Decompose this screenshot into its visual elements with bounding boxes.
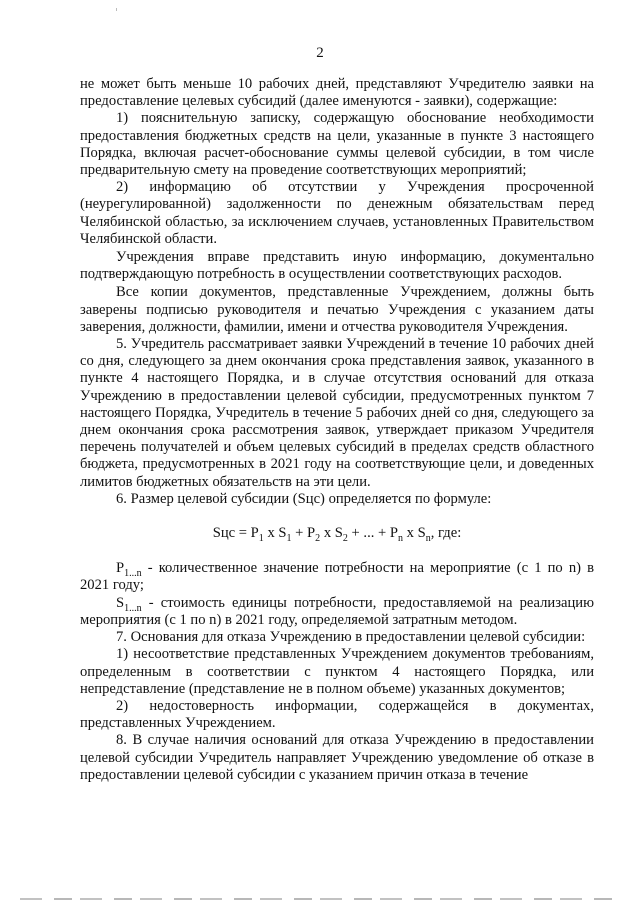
paragraph-item-2-debt-info: 2) информацию об отсутствии у Учреждения просроченной (неурегулированной) задолженности по денежным обязательствам перед Челябинской областью, за исключением случаев, установленных Правительством Челябинской области. [80,179,594,247]
document-body [80,76,594,784]
paragraph-intro-continuation: не может быть меньше 10 рабочих дней, представляют Учредителю заявки на предоставление целевых субсидий (далее именуются - заявки), содержащие: [80,76,594,110]
scan-mark [116,8,117,11]
paragraph-clause-8: 8. В случае наличия оснований для отказа Учреждению в предоставлении целевой субсидии Учредитель направляет Учреждению уведомление об отказе в предоставлении целевой субсидии с указанием причин отказа в течение [80,732,594,783]
paragraph-additional-info: Учреждения вправе представить иную информацию, документально подтверждающую потребность в осуществлении соответствующих расходов. [80,249,594,283]
paragraph-item-1-note: 1) пояснительную записку, содержащую обоснование необходимости предоставления бюджетных средств на цели, указанные в пункте 3 настоящего Порядка, включая расчет-обоснование суммы целевой субсидии, в том числе предварительную смету на проведение соответствующих мероприятий; [80,110,594,179]
paragraph-refusal-reason-1: 1) несоответствие представленных Учреждением документов требованиям, определенным в соответствии с пунктом 4 настоящего Порядка, или непредставление (представление не в полном объеме) указанных документов; [80,646,594,697]
variable-s-definition: $S_{1...n}$ - стоимость единицы потребности, предоставляемой на реализацию мероприятия (с 1 по n) в 2021 году, определяемой затратным методом. [80,594,594,628]
paragraph-clause-6: 6. Размер целевой субсидии (Sцс) определяется по формуле: [116,490,492,507]
subsidy-formula: Sцс = $P_1$ x $S_1 + P_2$ x $S_2$ + ... + $P_n$ x $S_n$, где: [212,525,462,544]
variable-p-definition: $P_{1...n}$ - количественное значение потребности на мероприятие (с 1 по n) в 2021 году; [80,560,594,594]
paragraph-copies-certified: Все копии документов, представленные Учреждением, должны быть заверены подписью руководителя и печатью Учреждения с указанием даты заверения, должности, фамилии, имени и отчества руководителя Учреждения. [80,284,594,335]
paragraph-refusal-reason-2: 2) недостоверность информации, содержащейся в документах, представленных Учреждением. [80,697,594,732]
scan-bottom-edge [20,898,620,900]
paragraph-clause-7: 7. Основания для отказа Учреждению в предоставлении целевой субсидии: [116,629,586,646]
page-number: 2 [316,45,324,61]
paragraph-clause-5: 5. Учредитель рассматривает заявки Учреждений в течение 10 рабочих дней со дня, следующего за днем окончания срока представления заявок, указанного в пункте 4 настоящего Порядка, и в случае отсутствия оснований для отказа Учреждению в предоставлении целевой субсидии, предусмотренных пунктом 7 настоящего Порядка, Учредитель в течение 5 рабочих дней со дня, следующего за днем окончания срока рассмотрения заявок, утверждает приказом Учредителя перечень получателей и объем целевых субсидий в пределах средств областного бюджета, предусмотренных в 2021 году на соответствующие цели, и доведенных лимитов бюджетных обязательств на эти цели. [80,336,594,490]
